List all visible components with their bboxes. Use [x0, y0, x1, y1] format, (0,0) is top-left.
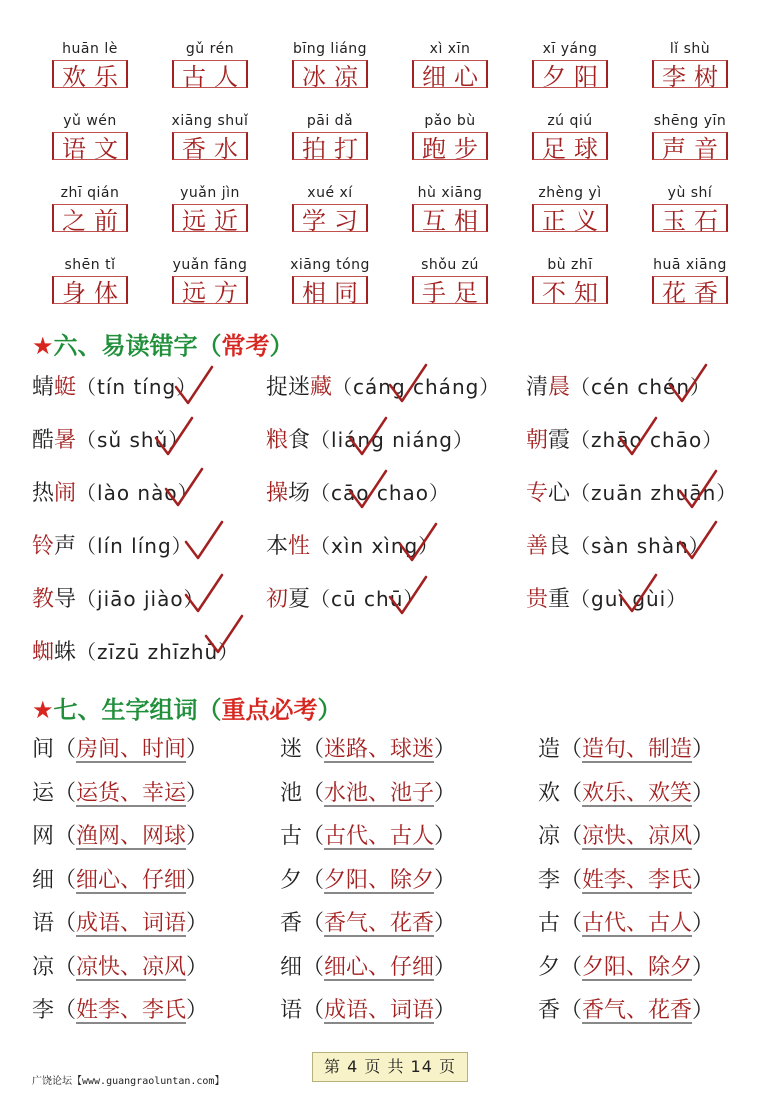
paren-open: （	[302, 954, 325, 980]
reading-row	[32, 632, 772, 672]
paren-open: （	[302, 780, 325, 806]
pinyin-cell	[510, 254, 630, 326]
zuci-answer: 姓李、李氏	[76, 998, 187, 1023]
word-box: 语文	[52, 132, 128, 160]
pinyin-options: （lín líng）	[76, 534, 193, 558]
zuci-item	[280, 948, 456, 988]
word-box: 不知	[532, 276, 608, 304]
highlight-char: 专	[526, 481, 549, 506]
zuci-item	[280, 730, 456, 770]
zuci-answer: 香气、花香	[582, 998, 693, 1023]
pinyin-text: hù xiāng	[417, 185, 483, 201]
zuci-row	[32, 948, 772, 988]
paren-close: ）	[434, 780, 457, 806]
paren-open: （	[54, 911, 77, 936]
pinyin-cell	[630, 110, 750, 182]
word-box: 远近	[172, 204, 248, 232]
pinyin-cell	[390, 38, 510, 110]
reading-row	[32, 473, 772, 513]
footer-site: 广饶论坛【www.guangraoluntan.com】	[32, 1076, 225, 1087]
pinyin-options: （zīzū zhīzhū）	[76, 640, 240, 664]
section-accent: 重点必考	[221, 696, 318, 724]
reading-item	[526, 420, 723, 461]
pinyin-cell	[270, 38, 390, 110]
pinyin-text: shǒu zú	[421, 257, 479, 273]
star-icon: ★	[32, 696, 54, 724]
zuci-answer: 夕阳、除夕	[582, 954, 693, 980]
zuci-answer: 凉快、凉风	[582, 824, 693, 849]
zuci-char: 造	[538, 737, 561, 762]
pinyin-options: （xìn xìng）	[310, 534, 440, 558]
paren-open: （	[54, 737, 77, 762]
pinyin-options: （zhāo chāo）	[570, 428, 724, 452]
zuci-row	[32, 904, 772, 944]
word-part: 本	[266, 534, 289, 559]
reading-item	[32, 420, 189, 461]
word-part: 热	[32, 481, 55, 506]
reading-item	[526, 367, 711, 408]
word-part: 导	[54, 587, 77, 612]
reading-item	[266, 579, 424, 620]
word-box: 拍打	[292, 132, 368, 160]
reading-word	[526, 428, 570, 453]
paren-close: ）	[434, 954, 457, 980]
pinyin-cell	[630, 182, 750, 254]
pinyin-cell	[390, 182, 510, 254]
paren-open: （	[302, 824, 325, 849]
paren-close: ）	[434, 737, 457, 762]
page-indicator: 第 4 页 共 14 页	[312, 1052, 468, 1082]
zuci-item	[32, 817, 208, 857]
zuci-char: 凉	[32, 954, 55, 980]
pinyin-text: zhèng yì	[538, 185, 602, 201]
zuci-row	[32, 730, 772, 770]
paren-open: （	[197, 696, 222, 724]
word-box: 跑步	[412, 132, 488, 160]
word-part: 心	[548, 481, 571, 506]
pinyin-text: huā xiāng	[653, 257, 727, 273]
zuci-char: 间	[32, 737, 55, 762]
pinyin-options: （jiāo jiào）	[76, 587, 205, 611]
paren-close: ）	[186, 998, 209, 1023]
pinyin-cell	[30, 110, 150, 182]
paren-close: ）	[186, 780, 209, 806]
highlight-char: 蜘	[32, 640, 55, 665]
paren-open: （	[560, 998, 583, 1023]
star-icon: ★	[32, 332, 54, 360]
paren-open: （	[560, 780, 583, 806]
zuci-answer: 凉快、凉风	[76, 954, 187, 980]
paren-close: ）	[317, 696, 342, 724]
pinyin-cell	[270, 254, 390, 326]
zuci-row	[32, 991, 772, 1031]
zuci-item	[32, 948, 208, 988]
highlight-char: 朝	[526, 428, 549, 453]
pinyin-text: xiāng tóng	[290, 257, 370, 273]
pinyin-cell	[270, 182, 390, 254]
paren-close: ）	[692, 867, 715, 893]
pinyin-options: （cū chū）	[310, 587, 425, 611]
zuci-item	[280, 817, 456, 857]
zuci-item	[280, 861, 456, 901]
reading-item	[266, 367, 500, 408]
word-box: 花香	[652, 276, 728, 304]
pinyin-cell	[390, 254, 510, 326]
pinyin-text: lǐ shù	[669, 41, 711, 57]
zuci-item	[32, 861, 208, 901]
word-part: 捉迷	[266, 375, 311, 400]
pinyin-cell	[150, 254, 270, 326]
pinyin-text: bù zhī	[547, 257, 593, 273]
zuci-char: 李	[32, 998, 55, 1023]
zuci-row	[32, 774, 772, 814]
word-box: 足球	[532, 132, 608, 160]
word-part: 夏	[288, 587, 311, 612]
zuci-char: 欢	[538, 780, 561, 806]
highlight-char: 操	[266, 481, 289, 506]
pinyin-text: shēn tǐ	[64, 257, 116, 273]
reading-word	[266, 481, 310, 506]
pinyin-text: bīng liáng	[292, 41, 368, 57]
pinyin-options: （sàn shàn）	[570, 534, 710, 558]
reading-row	[32, 526, 772, 566]
pinyin-text: shēng yīn	[653, 113, 727, 129]
pinyin-text: zhī qián	[60, 185, 120, 201]
reading-item	[32, 579, 205, 620]
word-part: 声	[54, 534, 77, 559]
highlight-char: 粮	[266, 428, 289, 453]
pinyin-options: （sǔ shǔ）	[76, 428, 190, 452]
pinyin-options: （cāo chao）	[310, 481, 451, 505]
paren-open: （	[302, 867, 325, 893]
zuci-answer: 运货、幸运	[76, 780, 187, 806]
pinyin-options: （cáng cháng）	[332, 375, 501, 399]
zuci-item	[538, 904, 714, 944]
section-title-text: 六、易读错字	[53, 332, 198, 360]
zuci-answer: 成语、词语	[324, 998, 435, 1023]
paren-open: （	[302, 998, 325, 1023]
paren-open: （	[302, 911, 325, 936]
zuci-row	[32, 817, 772, 857]
zuci-char: 迷	[280, 737, 303, 762]
reading-word	[266, 534, 310, 559]
zuci-char: 香	[280, 911, 303, 936]
highlight-char: 蜓	[54, 375, 77, 400]
reading-item	[266, 420, 474, 461]
highlight-char: 善	[526, 534, 549, 559]
word-box: 香水	[172, 132, 248, 160]
pinyin-options: （guì gùi）	[570, 587, 688, 611]
zuci-item	[538, 817, 714, 857]
word-box: 李树	[652, 60, 728, 88]
pinyin-cell	[510, 38, 630, 110]
highlight-char: 暑	[54, 428, 77, 453]
zuci-char: 古	[538, 911, 561, 936]
reading-word	[266, 375, 332, 400]
word-box: 学习	[292, 204, 368, 232]
reading-item	[266, 526, 439, 567]
reading-word	[526, 534, 570, 559]
zuci-item	[32, 774, 208, 814]
reading-word	[32, 375, 76, 400]
reading-word	[526, 587, 570, 612]
paren-open: （	[54, 780, 77, 806]
pinyin-text: xī yáng	[542, 41, 598, 57]
zuci-item	[32, 904, 208, 944]
paren-close: ）	[692, 911, 715, 936]
reading-row	[32, 420, 772, 460]
paren-close: ）	[692, 998, 715, 1023]
zuci-answer: 细心、仔细	[324, 954, 435, 980]
highlight-char: 藏	[310, 375, 333, 400]
zuci-item	[538, 861, 714, 901]
paren-close: ）	[434, 867, 457, 893]
zuci-answer: 房间、时间	[76, 737, 187, 762]
pinyin-text: xué xí	[307, 185, 353, 201]
paren-open: （	[560, 867, 583, 893]
pinyin-cell	[390, 110, 510, 182]
zuci-char: 网	[32, 824, 55, 849]
word-part: 蜻	[32, 375, 55, 400]
zuci-item	[280, 774, 456, 814]
reading-item	[526, 473, 737, 514]
pinyin-options: （lào nào）	[76, 481, 199, 505]
pinyin-cell	[150, 182, 270, 254]
paren-close: ）	[269, 332, 294, 360]
section-title-six	[32, 326, 294, 361]
word-box: 冰凉	[292, 60, 368, 88]
word-box: 古人	[172, 60, 248, 88]
zuci-char: 夕	[280, 867, 303, 893]
paren-open: （	[54, 954, 77, 980]
pinyin-text: pāi dǎ	[306, 113, 354, 129]
highlight-char: 初	[266, 587, 289, 612]
pinyin-text: pǎo bù	[424, 113, 476, 129]
zuci-item	[32, 730, 208, 770]
word-box: 细心	[412, 60, 488, 88]
zuci-char: 语	[280, 998, 303, 1023]
word-box: 远方	[172, 276, 248, 304]
reading-item	[32, 632, 239, 673]
reading-word	[526, 375, 570, 400]
pinyin-row	[30, 38, 750, 110]
word-part: 重	[548, 587, 571, 612]
zuci-char: 凉	[538, 824, 561, 849]
zuci-char: 细	[32, 867, 55, 893]
paren-close: ）	[692, 737, 715, 762]
highlight-char: 教	[32, 587, 55, 612]
pinyin-row	[30, 182, 750, 254]
word-box: 手足	[412, 276, 488, 304]
pinyin-cell	[30, 254, 150, 326]
pinyin-word-grid	[30, 38, 750, 326]
highlight-char: 闹	[54, 481, 77, 506]
zuci-answer: 古代、古人	[582, 911, 693, 936]
paren-close: ）	[186, 737, 209, 762]
paren-open: （	[302, 737, 325, 762]
word-box: 玉石	[652, 204, 728, 232]
paren-close: ）	[186, 911, 209, 936]
word-box: 之前	[52, 204, 128, 232]
word-box: 声音	[652, 132, 728, 160]
paren-open: （	[54, 867, 77, 893]
reading-row	[32, 579, 772, 619]
zuci-answer: 欢乐、欢笑	[582, 780, 693, 806]
zuci-answer: 水池、池子	[324, 780, 435, 806]
zuci-item	[538, 774, 714, 814]
reading-word	[32, 640, 76, 665]
paren-open: （	[197, 332, 222, 360]
zuci-answer: 造句、制造	[582, 737, 693, 762]
paren-open: （	[560, 911, 583, 936]
reading-item	[32, 367, 197, 408]
zuci-char: 古	[280, 824, 303, 849]
highlight-char: 铃	[32, 534, 55, 559]
pinyin-text: huān lè	[62, 41, 118, 57]
pinyin-cell	[30, 182, 150, 254]
word-box: 互相	[412, 204, 488, 232]
zuci-answer: 迷路、球迷	[324, 737, 435, 762]
pinyin-text: zú qiú	[547, 113, 593, 129]
paren-open: （	[560, 954, 583, 980]
pinyin-text: xì xīn	[429, 41, 471, 57]
pinyin-cell	[270, 110, 390, 182]
zuci-answer: 古代、古人	[324, 824, 435, 849]
paren-close: ）	[434, 998, 457, 1023]
zuci-row	[32, 861, 772, 901]
paren-close: ）	[434, 824, 457, 849]
zuci-char: 池	[280, 780, 303, 806]
paren-open: （	[560, 824, 583, 849]
zuci-answer: 夕阳、除夕	[324, 867, 435, 893]
pinyin-cell	[150, 38, 270, 110]
paren-close: ）	[692, 780, 715, 806]
pinyin-cell	[630, 38, 750, 110]
word-part: 酷	[32, 428, 55, 453]
pinyin-cell	[630, 254, 750, 326]
zuci-char: 香	[538, 998, 561, 1023]
paren-close: ）	[434, 911, 457, 936]
pinyin-options: （tín tíng）	[76, 375, 198, 399]
pinyin-text: gǔ rén	[185, 41, 235, 57]
pinyin-text: yuǎn jìn	[180, 185, 240, 201]
pinyin-text: yuǎn fāng	[172, 257, 248, 273]
paren-close: ）	[186, 867, 209, 893]
section-title-text: 七、生字组词	[53, 696, 198, 724]
pinyin-text: xiāng shuǐ	[171, 113, 249, 129]
pinyin-cell	[510, 182, 630, 254]
word-part: 食	[288, 428, 311, 453]
word-part: 清	[526, 375, 549, 400]
pinyin-text: yǔ wén	[63, 113, 117, 129]
highlight-char: 性	[288, 534, 311, 559]
pinyin-options: （liáng niáng）	[310, 428, 474, 452]
zuci-char: 语	[32, 911, 55, 936]
reading-word	[32, 481, 76, 506]
pinyin-text: yù shí	[667, 185, 713, 201]
word-part: 良	[548, 534, 571, 559]
reading-word	[32, 587, 76, 612]
reading-row	[32, 367, 772, 407]
highlight-char: 晨	[548, 375, 571, 400]
word-part: 蛛	[54, 640, 77, 665]
zuci-answer: 香气、花香	[324, 911, 435, 936]
zuci-item	[538, 948, 714, 988]
word-part: 霞	[548, 428, 571, 453]
word-box: 相同	[292, 276, 368, 304]
zuci-char: 夕	[538, 954, 561, 980]
zuci-char: 细	[280, 954, 303, 980]
zuci-item	[280, 991, 456, 1031]
highlight-char: 贵	[526, 587, 549, 612]
zuci-answer: 成语、词语	[76, 911, 187, 936]
paren-close: ）	[692, 824, 715, 849]
zuci-answer: 细心、仔细	[76, 867, 187, 893]
word-box: 正义	[532, 204, 608, 232]
paren-close: ）	[186, 824, 209, 849]
paren-open: （	[560, 737, 583, 762]
pinyin-row	[30, 110, 750, 182]
reading-item	[32, 526, 193, 567]
reading-item	[266, 473, 450, 514]
section-accent: 常考	[221, 332, 270, 360]
reading-word	[526, 481, 570, 506]
pinyin-options: （zuān zhuān）	[570, 481, 738, 505]
pinyin-row	[30, 254, 750, 326]
pinyin-options: （cén chén）	[570, 375, 712, 399]
paren-open: （	[54, 824, 77, 849]
zuci-answer: 渔网、网球	[76, 824, 187, 849]
pinyin-cell	[510, 110, 630, 182]
zuci-item	[538, 991, 714, 1031]
zuci-char: 运	[32, 780, 55, 806]
pinyin-cell	[30, 38, 150, 110]
paren-close: ）	[692, 954, 715, 980]
zuci-answer: 姓李、李氏	[582, 867, 693, 893]
word-box: 欢乐	[52, 60, 128, 88]
zuci-item	[538, 730, 714, 770]
word-box: 夕阳	[532, 60, 608, 88]
word-part: 场	[288, 481, 311, 506]
reading-item	[32, 473, 199, 514]
reading-item	[526, 579, 687, 620]
reading-word	[32, 534, 76, 559]
paren-open: （	[54, 998, 77, 1023]
section-title-seven	[32, 690, 342, 725]
zuci-char: 李	[538, 867, 561, 893]
reading-word	[32, 428, 76, 453]
reading-word	[266, 428, 310, 453]
paren-close: ）	[186, 954, 209, 980]
reading-item	[526, 526, 710, 567]
word-box: 身体	[52, 276, 128, 304]
zuci-item	[32, 991, 208, 1031]
pinyin-cell	[150, 110, 270, 182]
reading-word	[266, 587, 310, 612]
zuci-item	[280, 904, 456, 944]
